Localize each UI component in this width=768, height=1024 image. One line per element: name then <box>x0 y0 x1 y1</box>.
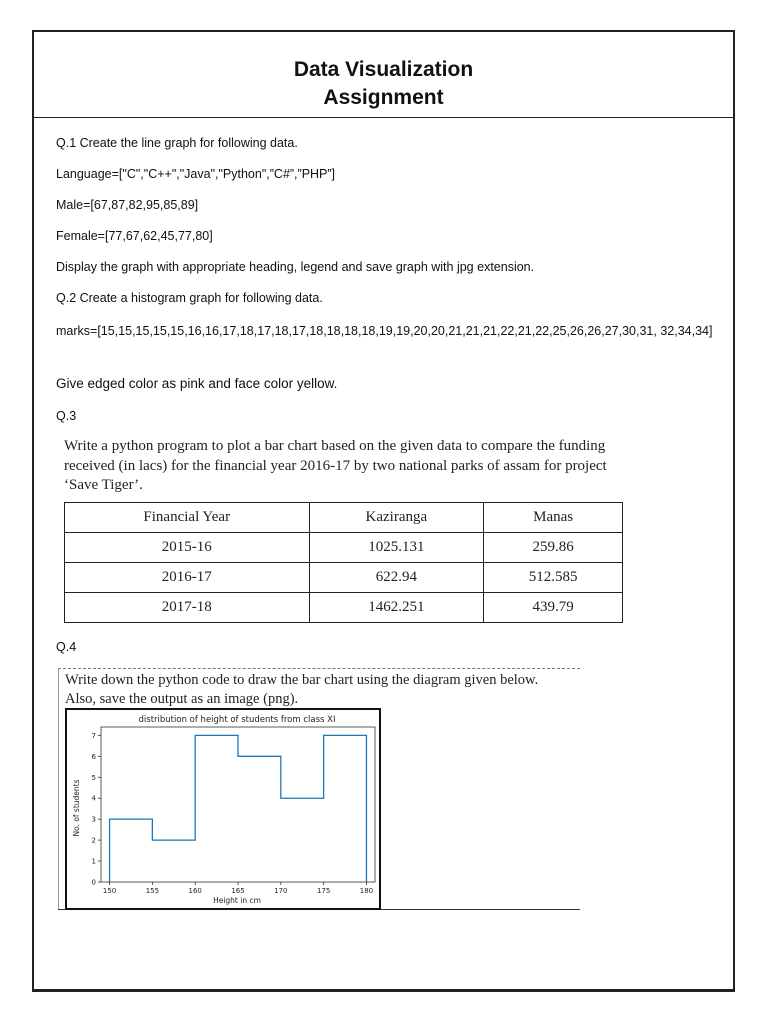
y-tick-label: 0 <box>91 878 96 887</box>
q1-language: Language=["C","C++","Java","Python",”C#”,”PHP”] <box>56 167 336 181</box>
chart-title: distribution of height of students from class XI <box>138 715 336 725</box>
y-tick-label: 3 <box>91 815 96 824</box>
table-header-cell: Kaziranga <box>309 503 484 533</box>
q2-marks: marks=[15,15,15,15,15,16,16,17,18,17,18,17,18,18,18,18,19,19,20,20,21,21,21,22,21,22,25,26,26,27,30,31, 32,34,34] <box>56 324 713 338</box>
table-cell: 512.585 <box>484 563 623 593</box>
q3-paragraph: Write a python program to plot a bar chart based on the given data to compare the funding received (in lacs) for the financial year 2016-17 by two national parks of assam for project ‘Save Tiger’. <box>64 438 607 493</box>
table-cell: 622.94 <box>309 563 484 593</box>
x-tick-label: 170 <box>274 887 288 895</box>
q1-male: Male=[67,87,82,95,85,89] <box>56 198 199 212</box>
chart-ylabel: No. of students <box>72 779 81 837</box>
table-row <box>65 593 623 623</box>
histogram-bin <box>195 735 238 882</box>
table-row <box>65 563 623 593</box>
y-tick-label: 7 <box>91 731 96 740</box>
table-cell: 259.86 <box>484 533 623 563</box>
table-cell: 2017-18 <box>65 593 310 623</box>
q1-heading: Q.1 Create the line graph for following data. <box>56 136 298 150</box>
table-cell: 2016-17 <box>65 563 310 593</box>
y-tick-label: 4 <box>91 794 96 803</box>
q4-box-top-border <box>58 668 580 669</box>
table-header-cell: Financial Year <box>65 503 310 533</box>
y-tick-label: 5 <box>91 773 96 782</box>
q2-instruction: Give edged color as pink and face color yellow. <box>56 376 338 391</box>
q4-box-left-border <box>58 668 59 910</box>
x-tick-label: 180 <box>359 887 374 895</box>
q4-line1: Write down the python code to draw the bar chart using the diagram given below. <box>65 672 539 688</box>
table-cell: 1025.131 <box>309 533 484 563</box>
y-tick-label: 1 <box>91 857 96 866</box>
histogram-svg <box>67 710 379 908</box>
histogram-bin <box>110 819 153 882</box>
funding-table <box>64 502 623 623</box>
x-tick-label: 155 <box>145 887 160 895</box>
table-cell: 439.79 <box>484 593 623 623</box>
table-header-row <box>65 503 623 533</box>
histogram-bin <box>238 756 281 882</box>
x-tick-label: 165 <box>231 887 245 895</box>
y-tick-label: 2 <box>91 836 96 845</box>
q2-heading: Q.2 Create a histogram graph for following data. <box>56 291 323 305</box>
histogram-bin <box>324 735 367 882</box>
x-tick-label: 150 <box>102 887 117 895</box>
q4-label: Q.4 <box>56 640 77 654</box>
table-header-cell: Manas <box>484 503 623 533</box>
histogram-chart <box>65 708 381 910</box>
table-cell: 1462.251 <box>309 593 484 623</box>
y-tick-label: 6 <box>91 752 96 761</box>
table-row <box>65 533 623 563</box>
title-block <box>34 32 733 118</box>
q4-line2: Also, save the output as an image (png). <box>65 691 299 707</box>
histogram-bin <box>281 798 324 882</box>
plot-area <box>92 727 375 895</box>
page-title-line2: Assignment <box>323 86 444 109</box>
x-tick-label: 160 <box>188 887 202 895</box>
q1-female: Female=[77,67,62,45,77,80] <box>56 229 213 243</box>
page-title-line1: Data Visualization <box>293 58 474 81</box>
chart-xlabel: Height in cm <box>213 896 261 905</box>
q3-label: Q.3 <box>56 409 77 423</box>
table-cell: 2015-16 <box>65 533 310 563</box>
x-tick-label: 175 <box>316 887 331 895</box>
histogram-bin <box>152 840 195 882</box>
q1-instruction: Display the graph with appropriate heading, legend and save graph with jpg extension. <box>56 260 535 274</box>
